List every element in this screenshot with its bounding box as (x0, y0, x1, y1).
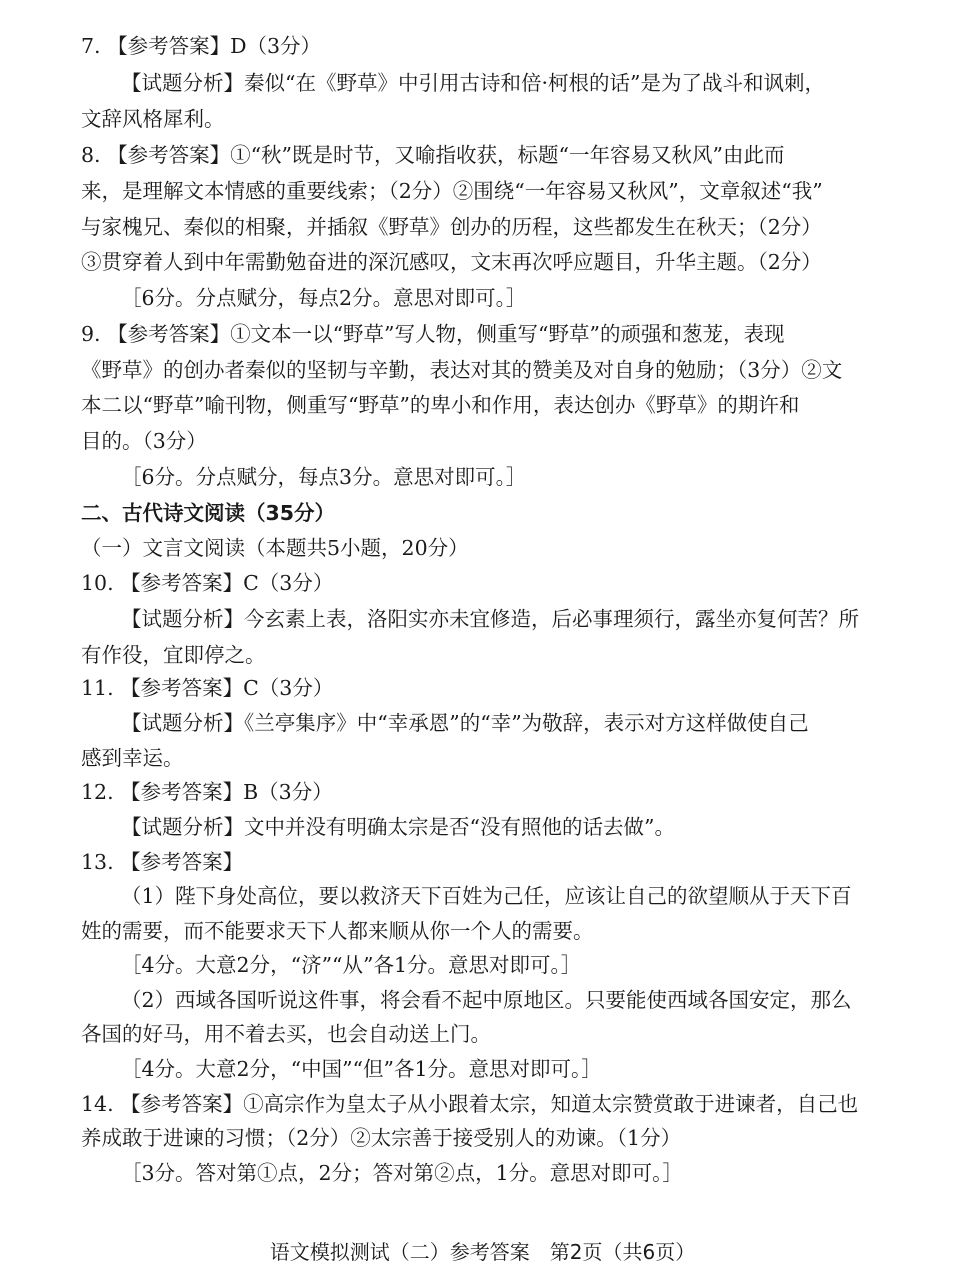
q7-answer: 7. 【参考答案】D（3分） (81, 34, 322, 58)
q14-answer: 14. 【参考答案】①高宗作为皇太子从小跟着太宗，知道太宗赞赏敢于进谏者，自己也 (81, 1092, 859, 1116)
q8-answer-cont-1: 来，是理解文本情感的重要线索；（2分）②围绕“一年容易又秋风”，文章叙述“我” (81, 179, 823, 203)
q9-scoring-note: ［6分。分点赋分，每点3分。意思对即可。］ (121, 465, 527, 489)
q13-part1-cont: 姓的需要，而不能要求天下人都来顺从你一个人的需要。 (81, 919, 594, 943)
q8-scoring-note: ［6分。分点赋分，每点2分。意思对即可。］ (121, 286, 527, 310)
q9-answer-cont-1: 《野草》的创办者秦似的坚韧与辛勤，表达对其的赞美及对自身的勉励；（3分）②文 (81, 358, 843, 382)
q11-analysis: 【试题分析】《兰亭集序》中“幸承恩”的“幸”为敬辞，表示对方这样做使自己 (121, 711, 809, 735)
q8-answer-cont-2: 与家槐兄、秦似的相聚，并插叙《野草》创办的历程，这些都发生在秋天；（2分） (81, 215, 822, 239)
q13-part1: （1）陛下身处高位，要以救济天下百姓为己任，应该让自己的欲望顺从于天下百 (121, 884, 852, 908)
q9-answer-cont-2: 本二以“野草”喻刊物，侧重写“野草”的卑小和作用，表达创办《野草》的期许和 (81, 393, 800, 417)
q13-part1-scoring: ［4分。大意2分，“济”“从”各1分。意思对即可。］ (121, 953, 582, 977)
q7-analysis-cont: 文辞风格犀利。 (81, 107, 225, 131)
q11-analysis-cont: 感到幸运。 (81, 746, 184, 770)
q13-part2-cont: 各国的好马，用不着去买，也会自动送上门。 (81, 1022, 491, 1046)
page-footer: 语文模拟测试（二）参考答案 第2页（共6页） (269, 1240, 696, 1264)
q10-answer: 10. 【参考答案】C（3分） (81, 571, 334, 595)
q14-answer-cont: 养成敢于进谏的习惯；（2分）②太宗善于接受别人的劝谏。（1分） (81, 1126, 682, 1150)
section-heading: 二、古代诗文阅读（35分） (81, 501, 336, 525)
q11-answer: 11. 【参考答案】C（3分） (81, 676, 334, 700)
q14-scoring-note: ［3分。答对第①点，2分；答对第②点，1分。意思对即可。］ (121, 1161, 683, 1185)
q12-analysis: 【试题分析】文中并没有明确太宗是否“没有照他的话去做”。 (121, 815, 675, 839)
q12-answer: 12. 【参考答案】B（3分） (81, 780, 333, 804)
subsection-heading: （一）文言文阅读（本题共5小题，20分） (81, 536, 469, 560)
q13-part2-scoring: ［4分。大意2分，“中国”“但”各1分。意思对即可。］ (121, 1057, 602, 1081)
q9-answer: 9. 【参考答案】①文本一以“野草”写人物，侧重写“野草”的顽强和葱茏，表现 (81, 322, 785, 346)
q10-analysis-cont: 有作役，宜即停之。 (81, 643, 266, 667)
q10-analysis: 【试题分析】今玄素上表，洛阳实亦未宜修造，后必事理须行，露坐亦复何苦？所 (121, 607, 859, 631)
q13-answer: 13. 【参考答案】 (81, 850, 244, 874)
q9-answer-cont-3: 目的。（3分） (81, 429, 207, 453)
q13-part2: （2）西域各国听说这件事，将会看不起中原地区。只要能使西域各国安定，那么 (121, 988, 852, 1012)
q8-answer: 8. 【参考答案】①“秋”既是时节，又喻指收获，标题“一年容易又秋风”由此而 (81, 143, 785, 167)
q7-analysis: 【试题分析】秦似“在《野草》中引用古诗和倍·柯根的话”是为了战斗和讽刺， (121, 71, 825, 95)
q8-answer-cont-3: ③贯穿着人到中年需勤勉奋进的深沉感叹，文末再次呼应题目，升华主题。（2分） (81, 250, 822, 274)
